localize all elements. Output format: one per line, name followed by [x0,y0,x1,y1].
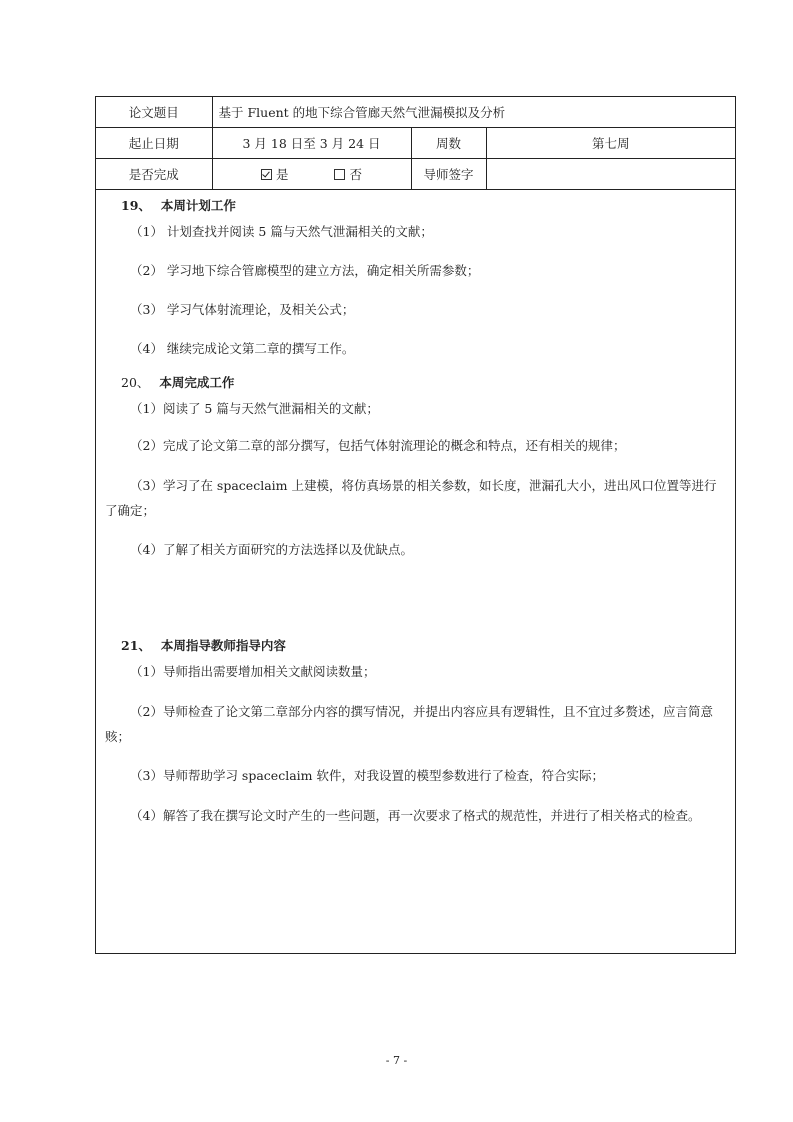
section-number: 20、 [121,375,150,390]
sign-value[interactable] [486,159,735,190]
no-option[interactable] [334,165,362,183]
section-title: 本周计划工作 [160,198,236,213]
section-heading [121,373,726,393]
week-label: 周数 [411,128,486,159]
section-guidance [105,636,726,828]
done-options [212,159,411,190]
list-item: （4）了解了相关方面研究的方法选择以及优缺点。 [130,542,413,557]
list-item: （1）导师指出需要增加相关文献阅读数量； [130,664,376,679]
section-number: 21、 [121,638,151,653]
yes-option[interactable] [261,165,289,183]
checked-box-icon[interactable] [261,169,272,180]
section-title: 本周完成工作 [159,375,235,390]
date-row [96,128,735,159]
list-item: （3）学习了在 spaceclaim 上建模，将仿真场景的相关参数，如长度，泄漏孔大小，进出风口位置等进行了确定； [105,478,717,518]
topic-label: 论文题目 [96,97,212,128]
list-item: （2）导师检查了论文第二章部分内容的撰写情况，并提出内容应具有逻辑性，且不宜过多赘述，应言简意赅； [105,704,713,744]
topic-row [96,97,735,128]
date-value: 3 月 18 日至 3 月 24 日 [212,128,411,159]
form-frame [95,96,736,954]
section-number: 19、 [121,198,151,213]
list-item: （2）完成了论文第二章的部分撰写，包括气体射流理论的概念和特点，还有相关的规律； [130,438,626,453]
list-item: （1） 计划查找并阅读 5 篇与天然气泄漏相关的文献； [130,224,433,239]
date-label: 起止日期 [96,128,212,159]
done-label: 是否完成 [96,159,212,190]
page-number: - 7 - [385,1054,408,1067]
no-label: 否 [349,167,362,182]
week-value: 第七周 [486,128,735,159]
section-done [105,373,726,560]
unchecked-box-icon[interactable] [334,169,345,180]
sign-label: 导师签字 [411,159,486,190]
list-item: （1）阅读了 5 篇与天然气泄漏相关的文献； [130,401,379,416]
topic-value: 基于 Fluent 的地下综合管廊天然气泄漏模拟及分析 [212,97,735,128]
list-item: （2） 学习地下综合管廊模型的建立方法，确定相关所需参数； [130,263,480,278]
list-item: （4）解答了我在撰写论文时产生的一些问题，再一次要求了格式的规范性，并进行了相关格式的检查。 [130,808,701,823]
completion-row [96,159,735,190]
content-body [96,196,735,828]
header-table [96,97,735,190]
list-item: （3）导师帮助学习 spaceclaim 软件，对我设置的模型参数进行了检查，符合实际； [130,768,604,783]
section-heading [121,636,726,656]
yes-label: 是 [276,167,289,182]
list-item: （3） 学习气体射流理论，及相关公式； [130,302,355,317]
list-item: （4） 继续完成论文第二章的撰写工作。 [130,341,355,356]
section-title: 本周指导教师指导内容 [160,638,286,653]
section-plan [105,196,726,359]
section-heading [121,196,726,216]
